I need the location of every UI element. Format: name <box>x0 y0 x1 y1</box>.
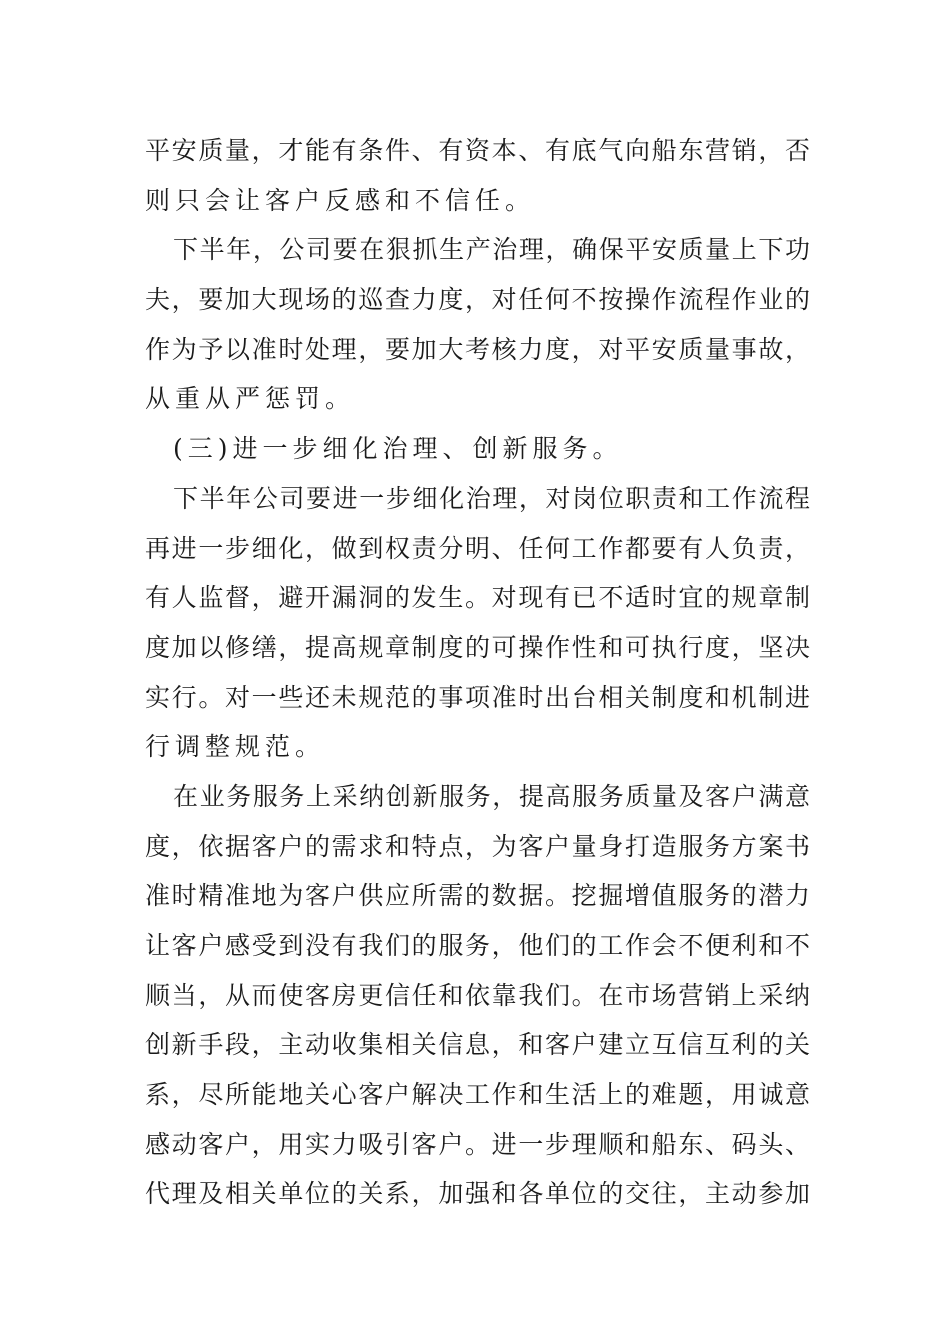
text-line: 再进一步细化，做到权责分明、任何工作都要有人负责， <box>145 533 810 563</box>
paragraph-start-line: 在业务服务上采纳创新服务，提高服务质量及客户满意 <box>173 781 810 811</box>
text-line: 夫，要加大现场的巡查力度，对任何不按操作流程作业的 <box>145 285 810 315</box>
text-line: 行调整规范。 <box>145 732 326 762</box>
paragraph-start-line: 下半年，公司要在狠抓生产治理，确保平安质量上下功 <box>173 235 810 265</box>
document-body <box>145 126 810 1219</box>
text-line: 实行。对一些还未规范的事项准时出台相关制度和机制进 <box>145 682 810 712</box>
text-line: 创新手段，主动收集相关信息，和客户建立互信互利的关 <box>145 1030 810 1060</box>
text-line: 度加以修缮，提高规章制度的可操作性和可执行度，坚决 <box>145 632 810 662</box>
text-line: 准时精准地为客户供应所需的数据。挖掘增值服务的潜力 <box>145 881 810 911</box>
text-line: 则只会让客户反感和不信任。 <box>145 185 536 215</box>
text-line: 感动客户，用实力吸引客户。进一步理顺和船东、码头、 <box>145 1129 810 1159</box>
text-line: 作为予以准时处理，要加大考核力度，对平安质量事故， <box>145 334 810 364</box>
text-line: 从重从严惩罚。 <box>145 384 356 414</box>
text-line: 有人监督，避开漏洞的发生。对现有已不适时宜的规章制 <box>145 583 810 613</box>
text-line: 让客户感受到没有我们的服务，他们的工作会不便利和不 <box>145 931 810 960</box>
text-line: 系，尽所能地关心客户解决工作和生活上的难题，用诚意 <box>145 1080 810 1110</box>
section-heading: (三)进一步细化治理、创新服务。 <box>173 434 623 464</box>
text-line: 度，依据客户的需求和特点，为客户量身打造服务方案书 <box>145 831 810 861</box>
text-line: 代理及相关单位的关系，加强和各单位的交往，主动参加 <box>145 1179 810 1209</box>
text-line: 平安质量，才能有条件、有资本、有底气向船东营销，否 <box>145 136 810 165</box>
text-line: 顺当，从而使客房更信任和依靠我们。在市场营销上采纳 <box>145 980 810 1010</box>
paragraph-start-line: 下半年公司要进一步细化治理，对岗位职责和工作流程 <box>173 483 810 513</box>
